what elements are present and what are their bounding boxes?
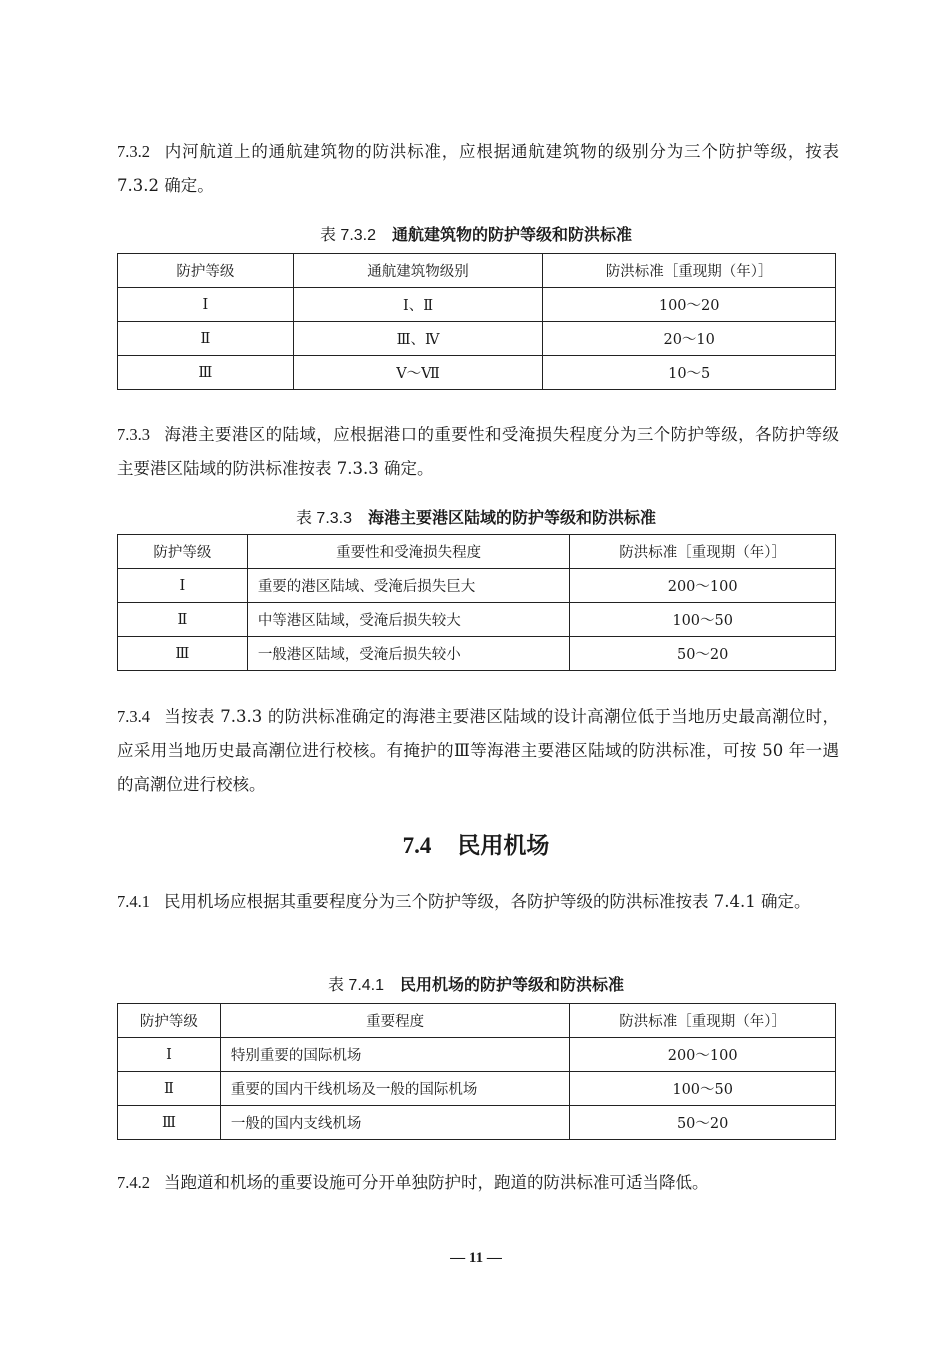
- clause-number: 7.3.2: [117, 142, 150, 161]
- table-cell: 100～20: [543, 288, 836, 322]
- table-row: [118, 1106, 836, 1140]
- table-row: [118, 637, 836, 671]
- table-cell: 重要的国内干线机场及一般的国际机场: [220, 1072, 569, 1106]
- table-row: [118, 1072, 836, 1106]
- table-caption-7-4-1: [0, 972, 952, 995]
- table-cell: Ⅲ、Ⅳ: [293, 322, 543, 356]
- table-7-3-3: [117, 534, 836, 671]
- table-number: 表 7.3.3: [295, 510, 353, 527]
- table-row: [118, 603, 836, 637]
- header-cell: 通航建筑物级别: [293, 254, 543, 288]
- table-caption-7-3-2: [0, 222, 952, 245]
- table-cell: Ⅲ: [118, 1106, 221, 1140]
- table-header-row: [118, 1004, 836, 1038]
- table-cell: 200～100: [570, 1038, 836, 1072]
- header-cell: 防护等级: [118, 535, 248, 569]
- header-cell: 防护等级: [118, 254, 294, 288]
- table-cell: 100～50: [570, 1072, 836, 1106]
- table-cell: Ⅱ: [118, 322, 294, 356]
- table-cell: Ⅰ: [118, 1038, 221, 1072]
- table-cell: Ⅰ: [118, 288, 294, 322]
- table-header-row: [118, 535, 836, 569]
- clause-number: 7.3.4: [117, 707, 150, 726]
- table-title: 民用机场的防护等级和防洪标准: [400, 975, 625, 994]
- section-number: 7.4: [402, 833, 432, 858]
- clause-7-3-4: [117, 700, 839, 802]
- table-number: 表 7.3.2: [319, 227, 377, 244]
- page-number: — 11 —: [450, 1250, 502, 1266]
- header-cell: 防护等级: [118, 1004, 221, 1038]
- table-cell: 一般港区陆域，受淹后损失较小: [247, 637, 570, 671]
- table-cell: Ⅱ: [118, 1072, 221, 1106]
- table-cell: 重要的港区陆域、受淹后损失巨大: [247, 569, 570, 603]
- clause-number: 7.4.1: [117, 892, 150, 911]
- table-caption-7-3-3: [0, 505, 952, 528]
- table-7-4-1: [117, 1003, 836, 1140]
- header-cell: 重要程度: [220, 1004, 569, 1038]
- table-cell: 50～20: [570, 1106, 836, 1140]
- header-cell: 防洪标准［重现期（年）］: [570, 1004, 836, 1038]
- clause-number: 7.4.2: [117, 1173, 150, 1192]
- table-header-row: [118, 254, 836, 288]
- table-number: 表 7.4.1: [327, 977, 385, 994]
- table-row: [118, 288, 836, 322]
- table-cell: Ⅰ、Ⅱ: [293, 288, 543, 322]
- table-cell: 20～10: [543, 322, 836, 356]
- clause-number: 7.3.3: [117, 425, 150, 444]
- table-7-3-2: [117, 253, 836, 390]
- table-cell: Ⅰ: [118, 569, 248, 603]
- clause-7-4-1: [117, 885, 839, 919]
- clause-text: 海港主要港区的陆域，应根据港口的重要性和受淹损失程度分为三个防护等级，各防护等级主要港区陆域的防洪标准按表 7.3.3 确定。: [117, 425, 839, 478]
- table-cell: 中等港区陆域，受淹后损失较大: [247, 603, 570, 637]
- clause-7-3-3: [117, 418, 839, 486]
- header-cell: 防洪标准［重现期（年）］: [543, 254, 836, 288]
- clause-7-4-2: [117, 1166, 839, 1200]
- section-heading-7-4: [0, 827, 952, 860]
- table-row: [118, 356, 836, 390]
- table-cell: 100～50: [570, 603, 836, 637]
- clause-7-3-2: [117, 135, 839, 203]
- table-row: [118, 1038, 836, 1072]
- table-cell: 200～100: [570, 569, 836, 603]
- table-cell: Ⅴ～Ⅶ: [293, 356, 543, 390]
- table-cell: 特别重要的国际机场: [220, 1038, 569, 1072]
- table-row: [118, 322, 836, 356]
- table-cell: 50～20: [570, 637, 836, 671]
- table-cell: Ⅲ: [118, 356, 294, 390]
- clause-text: 当按表 7.3.3 的防洪标准确定的海港主要港区陆域的设计高潮位低于当地历史最高潮位时，应采用当地历史最高潮位进行校核。有掩护的Ⅲ等海港主要港区陆域的防洪标准，可按 50 年一遇的高潮位进行校核。: [117, 707, 839, 794]
- clause-text: 内河航道上的通航建筑物的防洪标准，应根据通航建筑物的级别分为三个防护等级，按表 7.3.2 确定。: [117, 142, 839, 195]
- clause-text: 民用机场应根据其重要程度分为三个防护等级，各防护等级的防洪标准按表 7.4.1 确定。: [164, 892, 811, 911]
- table-cell: Ⅲ: [118, 637, 248, 671]
- section-title: 民用机场: [457, 832, 550, 859]
- header-cell: 防洪标准［重现期（年）］: [570, 535, 836, 569]
- header-cell: 重要性和受淹损失程度: [247, 535, 570, 569]
- table-title: 通航建筑物的防护等级和防洪标准: [392, 225, 633, 244]
- table-cell: 10～5: [543, 356, 836, 390]
- table-row: [118, 569, 836, 603]
- table-cell: Ⅱ: [118, 603, 248, 637]
- table-title: 海港主要港区陆域的防护等级和防洪标准: [368, 508, 657, 527]
- clause-text: 当跑道和机场的重要设施可分开单独防护时，跑道的防洪标准可适当降低。: [164, 1173, 709, 1192]
- table-cell: 一般的国内支线机场: [220, 1106, 569, 1140]
